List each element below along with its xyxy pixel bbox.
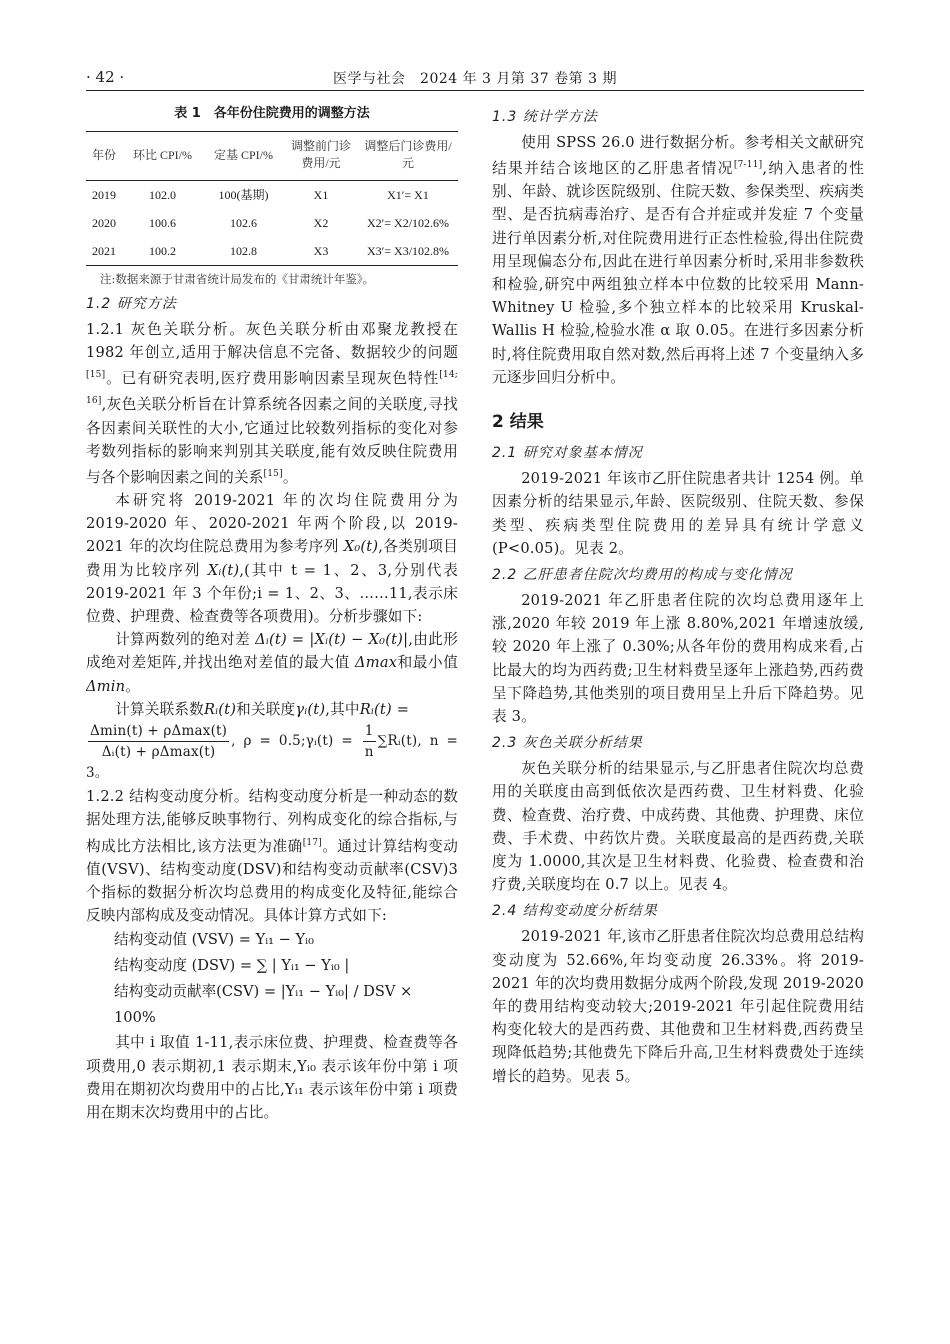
paragraph-2-3: 灰色关联分析的结果显示,与乙肝患者住院次均总费用的关联度由高到低依次是西药费、卫生材料费、化验费、检查费、治疗费、中成药费、其他费、护理费、床位费、手术费、中药饮片费。关联度最高的是西药费,关联度为 1.0000,其次是卫生材料费、化验费、检查费和治疗费,关联度均在 0.7 以上。见表 4。 xyxy=(492,760,864,894)
table-cell: 2021 xyxy=(86,237,122,266)
col-header: 调整后门诊费用/元 xyxy=(358,132,458,181)
running-header xyxy=(86,64,864,91)
paragraph-study-design: 本研究将 2019-2021 年的次均住院费用分为 2019-2020 年、2020-2021 年两个阶段,以 2019-2021 年的次均住院总费用为参考序列 X₀(t),各类别项目费用为比较序列 Xᵢ(t),(其中 t = 1、2、3,分别代表 2019-2021 年 3 个年份;i = 1、2、3、……11,表示床位费、护理费、检查费等各项费用)。分析步骤如下: xyxy=(86,492,459,626)
table-cell: X3 xyxy=(284,237,358,266)
symbol-dmax: Δmax xyxy=(355,654,398,672)
fraction: $\frac{1}{n}$ xyxy=(364,723,374,761)
citation: [15] xyxy=(86,370,106,381)
table-cell: X1′= X1 xyxy=(387,188,429,202)
paragraph-2-1: 2019-2021 年该市乙肝住院患者共计 1254 例。单因素分析的结果显示,年龄、医院级别、住院天数、参保类型、疾病类型住院费用的差异具有统计学意义(P<0.05)。见表 2。 xyxy=(492,470,864,557)
symbol-x0t: X₀(t) xyxy=(343,538,379,556)
table-cell: X2 xyxy=(313,216,329,230)
col-header: 定基 CPI/% xyxy=(203,132,284,181)
table-header-row xyxy=(86,132,458,181)
left-column xyxy=(86,100,458,1124)
table-cell: 2019 xyxy=(92,188,116,202)
paragraph-2-4: 2019-2021 年,该市乙肝患者住院次均总费用总结构变动度为 52.66%,年均变动度 26.33%。将 2019-2021 年的次均费用数据分成两个阶段,发现 2019-2020 年的费用结构变动较大;2019-2021 年引起住院费用结构变化较大的是西药费、其他费和卫生材料费,西药费呈现降低趋势;其他费先下降后升高,卫生材料费费处于连续增长的趋势。见表 5。 xyxy=(492,928,864,1085)
symbol-gamma: γᵢ(t) xyxy=(295,700,326,718)
fraction: $\frac{\Delta\min(t) + \rho\Delta\max(t)}{\text{Δᵢ(t) + ρΔmax(t)}}$ xyxy=(90,723,228,761)
table-cell: X2′= X2/102.6% xyxy=(366,216,450,230)
table-cell: 102.0 xyxy=(148,188,176,202)
heading-2-4: 2.4 结构变动度分析结果 xyxy=(492,903,658,920)
paragraph-abs-diff: 计算两数列的绝对差 Δᵢ(t) = |Xᵢ(t) − X₀(t)|,由此形成绝对差矩阵,并找出绝对差值的最大值 Δmax和最小值 Δmin。 xyxy=(86,631,458,695)
formula-dsv: 结构变动度 (DSV) = ∑ | Yᵢ₁ − Yᵢ₀ | xyxy=(114,957,350,975)
table-cell: X1 xyxy=(313,188,329,202)
heading-1-2: 1.2 研究方法 xyxy=(86,296,177,312)
col-header: 年份 xyxy=(86,132,122,181)
table-cell: 102.6 xyxy=(229,216,257,230)
equation-delta: Δᵢ(t) = |Xᵢ(t) − X₀(t)| xyxy=(255,631,409,649)
table-cell: 100(基期) xyxy=(218,188,269,202)
heading-2-3: 2.3 灰色关联分析结果 xyxy=(492,735,643,752)
paragraph-formula-explain: 其中 i 取值 1-11,表示床位费、护理费、检查费等各项费用,0 表示期初,1 表示期末,Yᵢ₀ 表示该年份中第 i 项费用在期初次均费用中的占比,Yᵢ₁ 表示该年份中第 i 项费用在期末次均费用中的占比。 xyxy=(86,1034,458,1121)
citation: [7-11] xyxy=(733,160,763,171)
table-row xyxy=(86,209,458,237)
table-cell: 102.8 xyxy=(203,237,284,266)
formula-vsv: 结构变动值 (VSV) = Yᵢ₁ − Yᵢ₀ xyxy=(114,931,314,949)
journal-title: 医学与社会 2024 年 3 月第 37 卷第 3 期 xyxy=(333,71,617,87)
table1-note: 注:数据来源于甘肃省统计局发布的《甘肃统计年鉴》。 xyxy=(100,272,375,286)
paragraph-2-2: 2019-2021 年乙肝患者住院的次均总费用逐年上涨,2020 年较 2019 年上涨 8.80%,2021 年增速放缓,较 2020 年上涨了 0.30%;从各年份的费用构成来看,占比最大的均为西药费;卫生材料费呈逐年上涨趋势,西药费呈下降趋势,其他类别的项目费用呈上升后下降趋势。见表 3。 xyxy=(492,591,864,725)
table1-caption: 表 1 各年份住院费用的调整方法 xyxy=(174,106,370,121)
citation: [17] xyxy=(302,837,322,848)
equation-ri-lhs: Rᵢ(t) = xyxy=(359,700,410,718)
formula-csv: 结构变动贡献率(CSV) = |Yᵢ₁ − Yᵢ₀| / DSV × 100% xyxy=(114,983,413,1027)
citation: [14; 16] xyxy=(86,370,458,407)
heading-1-3: 1.3 统计学方法 xyxy=(492,109,598,125)
citation: [15] xyxy=(263,468,283,479)
table1 xyxy=(86,131,458,266)
table-cell: 100.6 xyxy=(148,216,176,230)
heading-results: 2 结果 xyxy=(492,412,544,433)
table-cell: 2020 xyxy=(92,216,116,230)
heading-2-1: 2.1 研究对象基本情况 xyxy=(492,445,643,462)
col-header: 环比 CPI/% xyxy=(122,132,203,181)
symbol-xit: Xᵢ(t) xyxy=(207,561,240,579)
symbol-dmin: Δmin xyxy=(86,677,126,695)
page-number: · 42 · xyxy=(86,68,125,86)
paragraph-structure-change: 1.2.2 结构变动度分析。结构变动度分析是一种动态的数据处理方法,能够反映事物行、列构成变化的综合指标,与构成比方法相比,该方法更为准确[17]。通过计算结构变动值(VSV)、结构变动度(DSV)和结构变动贡献率(CSV)3 个指标的数据分析次均总费用的构成变化及特征,能综合反映内部构成及变动情况。具体计算方式如下: xyxy=(86,788,458,925)
paragraph-grey-relational: 1.2.1 灰色关联分析。灰色关联分析由邓聚龙教授在 1982 年创立,适用于解决信息不完备、数据较少的问题[15]。已有研究表明,医疗费用影响因素呈现灰色特性[14; 16],灰色关联分析旨在计算系统各因素之间的关联度,寻找各因素间关联性的大小,它通过比较数列指标的变化对参考数列指标的影响来判别其关联度,能有效反映住院费用与各个影响因素之间的关系[15]。 xyxy=(86,321,458,486)
paragraph-coefficient: 计算关联系数Rᵢ(t)和关联度γᵢ(t),其中Rᵢ(t) = xyxy=(115,700,410,718)
col-header: 调整前门诊费用/元 xyxy=(284,132,358,181)
paragraph-statistics: 使用 SPSS 26.0 进行数据分析。参考相关文献研究结果并结合该地区的乙肝患者情况[7-11],纳入患者的性别、年龄、就诊医院级别、住院天数、参保类型、疾病类型、是否抗病毒治疗、是否有合并症或并发症 7 个变量进行单因素分析,对住院费用进行正态性检验,得出住院费用呈现偏态分布,因此在进行单因素分析时,采用非参数秩和检验,研究中两组独立样本中位数的比较采用 Mann-Whitney U 检验,多个独立样本的比较采用 Kruskal-Wallis H 检验,检验水准 α 取 0.05。在进行多因素分析时,将住院费用取自然对数,然后再将上述 7 个变量纳入多元逐步回归分析中。 xyxy=(492,134,864,386)
table-row xyxy=(86,237,458,266)
table-row xyxy=(86,181,458,210)
equation-relational-coefficient: $\frac{\Delta\min(t) + \rho\Delta\max(t)}{\text{Δᵢ(t) + ρΔmax(t)}}$ , ρ = 0.5;γᵢ(t) = $\frac{1}{n}$ ∑Rᵢ(t), n = 3。 xyxy=(86,723,458,782)
symbol-rit: Rᵢ(t) xyxy=(203,700,237,718)
heading-2-2: 2.2 乙肝患者住院次均费用的构成与变化情况 xyxy=(492,566,793,583)
table-cell: X3′= X3/102.8% xyxy=(358,237,458,266)
table-cell: 100.2 xyxy=(122,237,203,266)
right-column xyxy=(492,100,864,1088)
